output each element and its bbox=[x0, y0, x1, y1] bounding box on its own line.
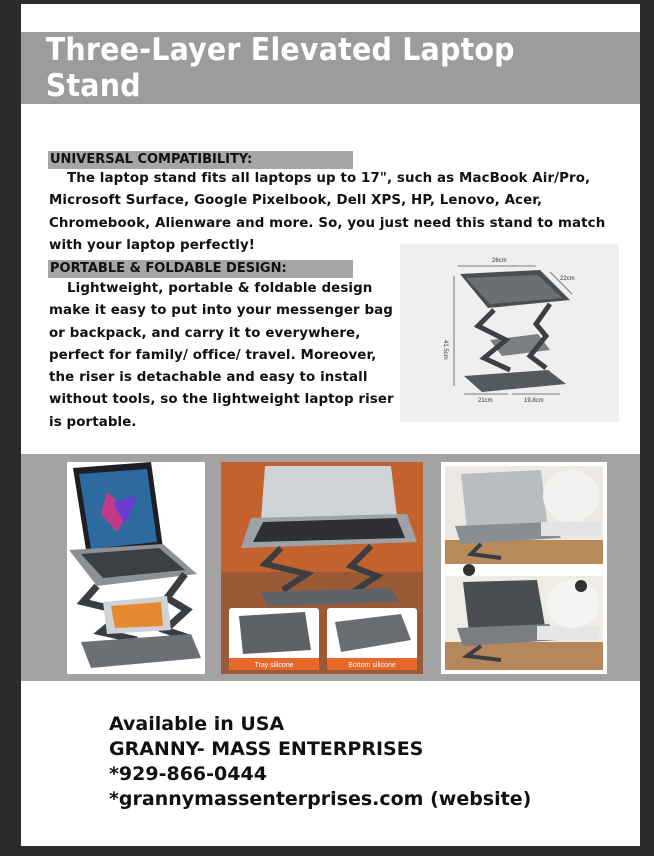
photo-laptop-on-stand bbox=[67, 462, 205, 674]
stand-dimensions-image bbox=[400, 244, 619, 422]
photo-stand-in-use bbox=[441, 462, 607, 674]
stand-base bbox=[464, 370, 566, 392]
page-title: Three-Layer Elevated Laptop Stand bbox=[45, 32, 515, 104]
section-heading-portable: PORTABLE & FOLDABLE DESIGN: bbox=[48, 260, 353, 278]
label-height: 41.5cm bbox=[442, 340, 448, 360]
flyer-page bbox=[21, 4, 640, 846]
phone-number: *929-866-0444 bbox=[109, 763, 267, 785]
label-base-depth: 19.8cm bbox=[524, 398, 544, 404]
label-top-depth: 22cm bbox=[560, 276, 575, 282]
section-heading-compatibility: UNIVERSAL COMPATIBILITY: bbox=[48, 151, 353, 169]
stand-dimensions-drawing bbox=[400, 244, 619, 422]
label-base-width: 21cm bbox=[478, 398, 493, 404]
photo-stand-silicone-details bbox=[221, 462, 423, 674]
website-text: *grannymassenterprises.com (website) bbox=[109, 788, 532, 810]
laptop-lid bbox=[261, 466, 397, 520]
bottom-silicone-label: Bottom silicone bbox=[348, 662, 396, 669]
availability-text: Available in USA bbox=[109, 713, 285, 735]
tray-silicone-label: Tray silicone bbox=[254, 662, 294, 669]
title-banner bbox=[21, 32, 640, 104]
stand-base bbox=[81, 634, 201, 668]
section-body-portable: Lightweight, portable & foldable design make it easy to put into your messenger bag or backpack, and carry it to everywhere, perfect for family/ office/ travel. Moreover, the riser is detachable and easy to install without tools, so the lightweight laptop riser is portable. bbox=[49, 281, 394, 430]
company-name: GRANNY- MASS ENTERPRISES bbox=[109, 738, 424, 760]
section-body-compatibility: The laptop stand fits all laptops up to 17", such as MacBook Air/Pro, Microsoft Surface, Google Pixelbook, Dell XPS, HP, Lenovo, Acer, Chromebook, Alienware and more. So, you just need this stand to match with your laptop perfectly! bbox=[49, 171, 606, 253]
label-top-width: 26cm bbox=[492, 258, 507, 264]
